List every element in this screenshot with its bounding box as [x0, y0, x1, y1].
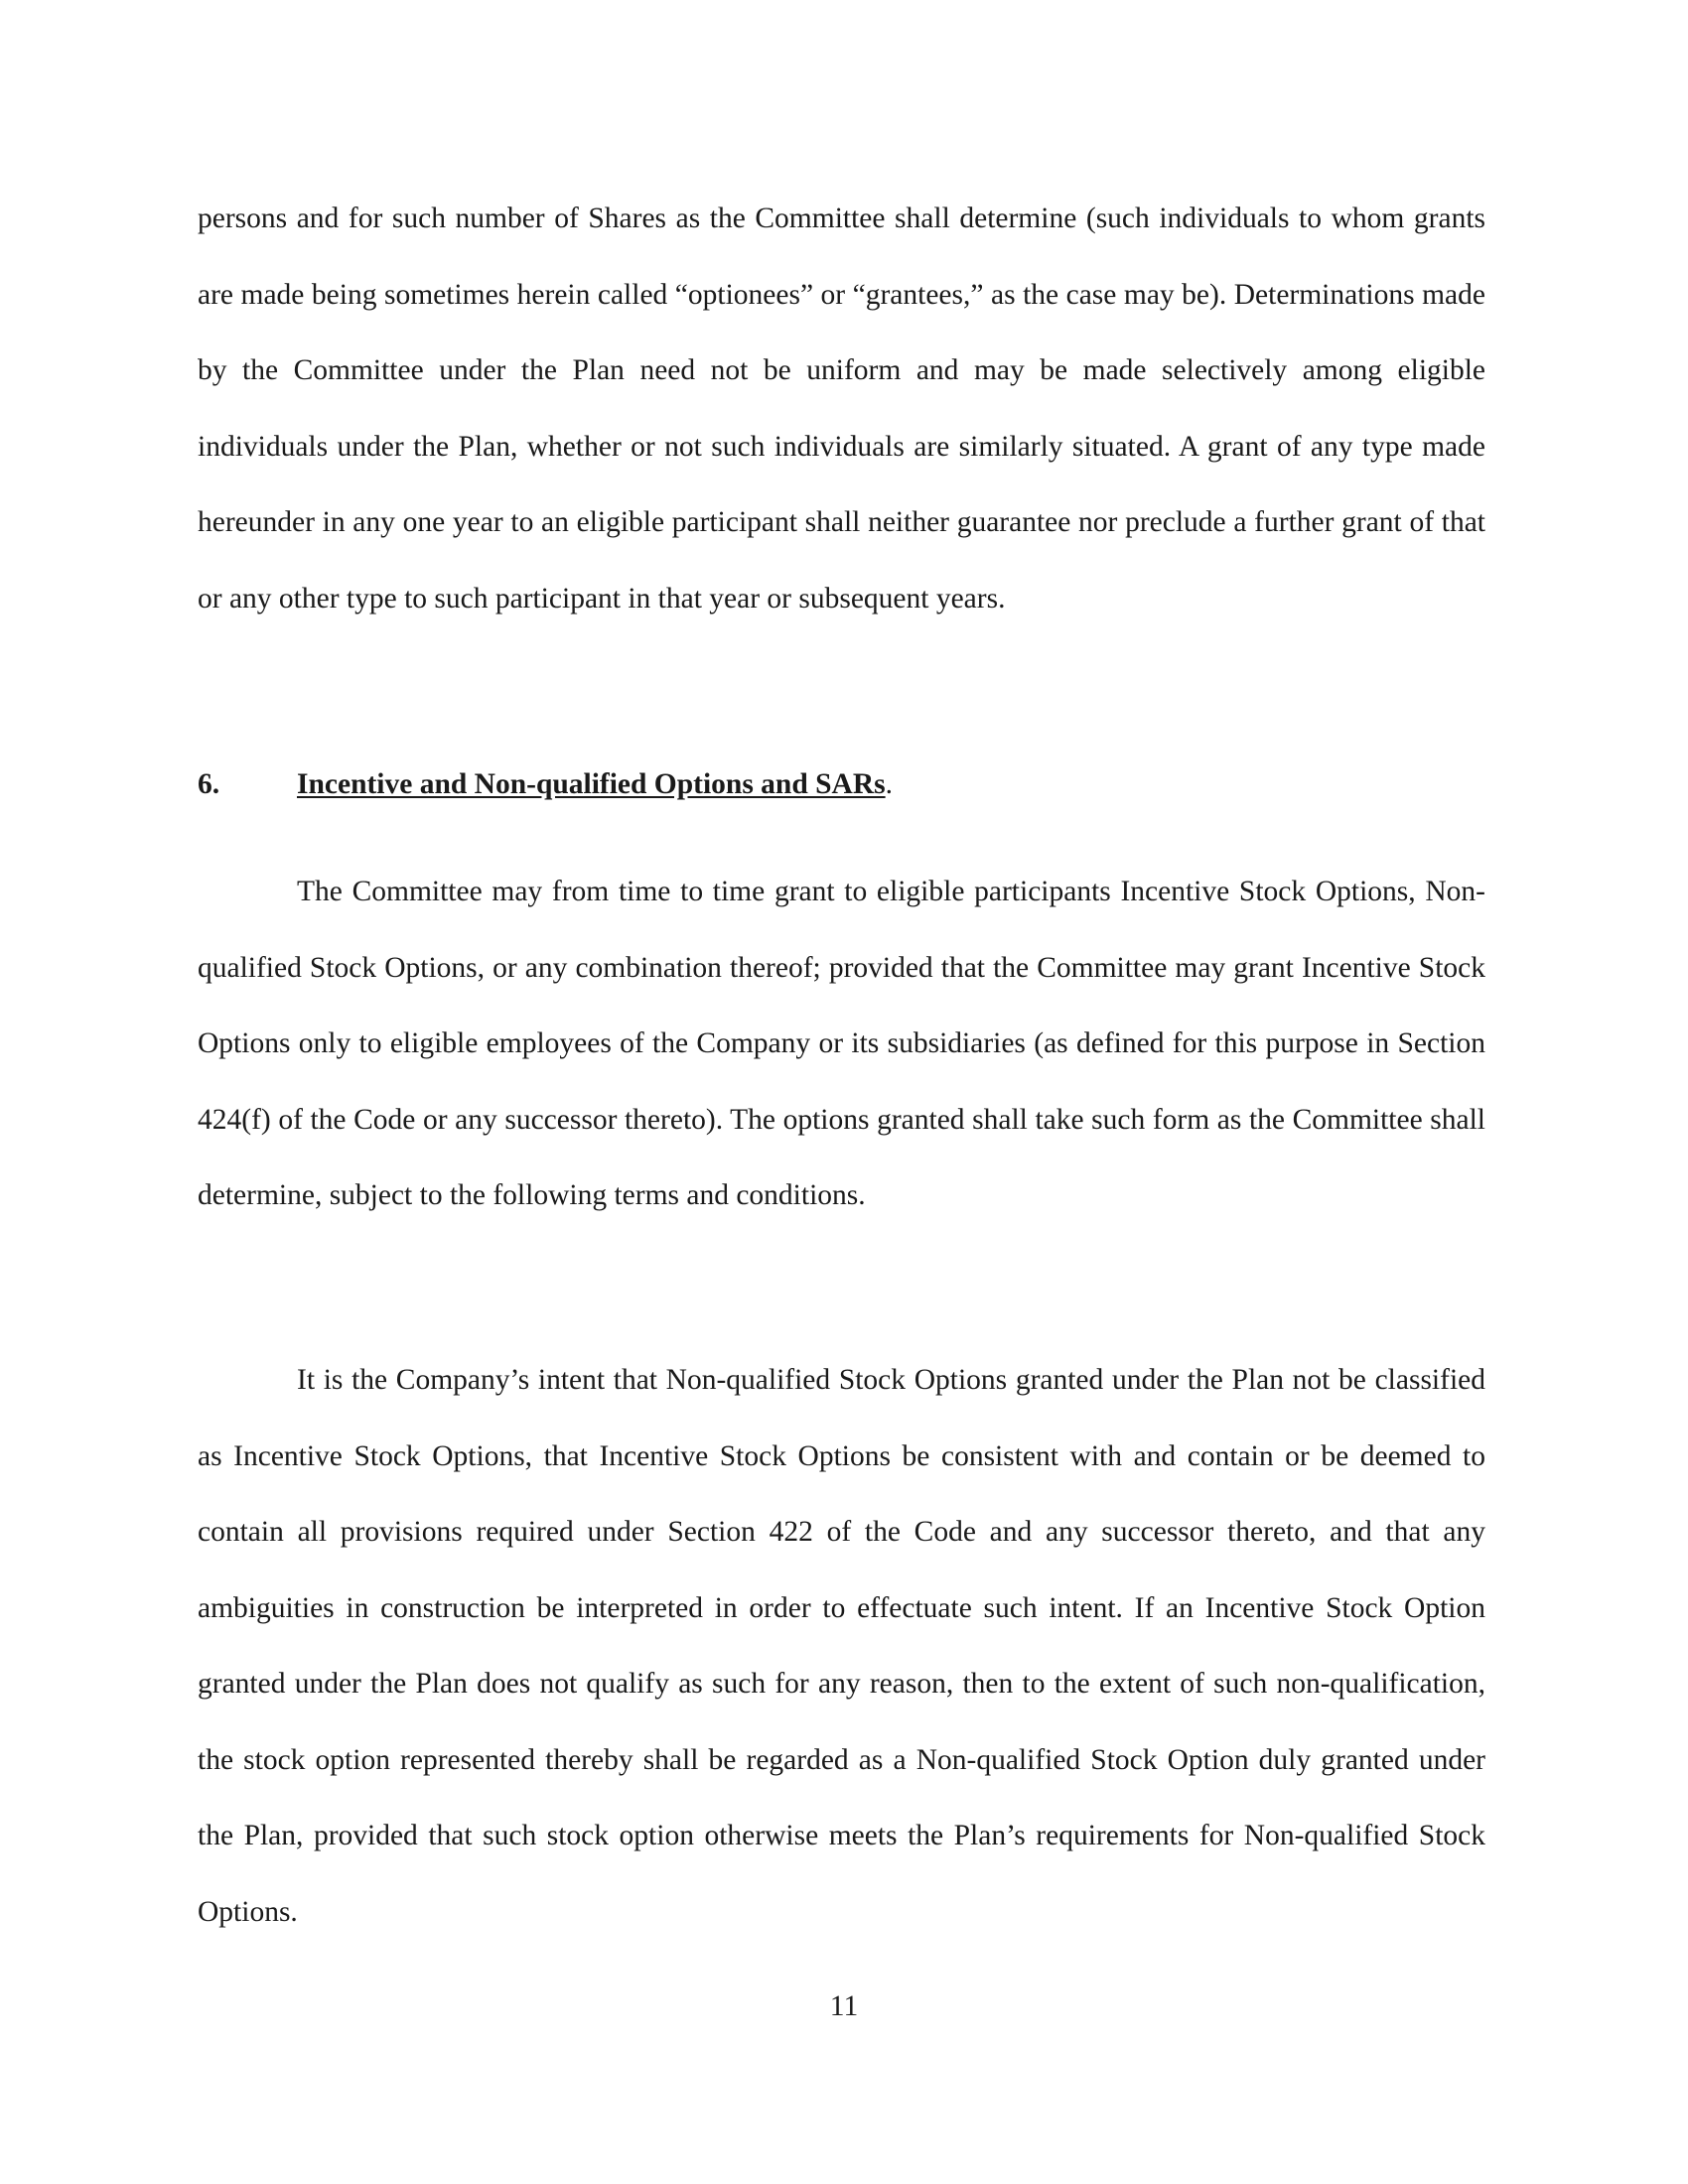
section-title: Incentive and Non-qualified Options and SARs — [297, 768, 886, 800]
section-number: 6. — [198, 768, 220, 800]
section-paragraph-1: The Committee may from time to time grant to eligible participants Incentive Stock Options, Non-qualified Stock Options, or any combination thereof; provided that the Committee may grant Incentive Stock Options only to eligible employees of the Company or its subsidiaries (as defined for this purpose in Section 424(f) of the Code or any successor thereto). The options granted shall take such form as the Committee shall determine, subject to the following terms and conditions. — [198, 876, 1485, 1211]
continued-paragraph: persons and for such number of Shares as the Committee shall determine (such individuals to whom grants are made being sometimes herein called “optionees” or “grantees,” as the case may be). Determinations made by the Committee under the Plan need not be uniform and may be made selectively among eligible individuals under the Plan, whether or not such individuals are similarly situated. A grant of any type made hereunder in any one year to an eligible participant shall neither guarantee nor preclude a further grant of that or any other type to such participant in that year or subsequent years. — [198, 203, 1485, 614]
section-title-punctuation: . — [885, 768, 893, 800]
section-heading — [198, 747, 893, 823]
page-number: 11 — [829, 1990, 859, 2022]
section-paragraph-2: It is the Company’s intent that Non-qualified Stock Options granted under the Plan not be classified as Incentive Stock Options, that Incentive Stock Options be consistent with and contain or be deemed to contain all provisions required under Section 422 of the Code and any successor thereto, and that any ambiguities in construction be interpreted in order to effectuate such intent. If an Incentive Stock Option granted under the Plan does not qualify as such for any reason, then to the extent of such non-qualification, the stock option represented thereby shall be regarded as a Non-qualified Stock Option duly granted under the Plan, provided that such stock option otherwise meets the Plan’s requirements for Non-qualified Stock Options. — [198, 1364, 1485, 1928]
